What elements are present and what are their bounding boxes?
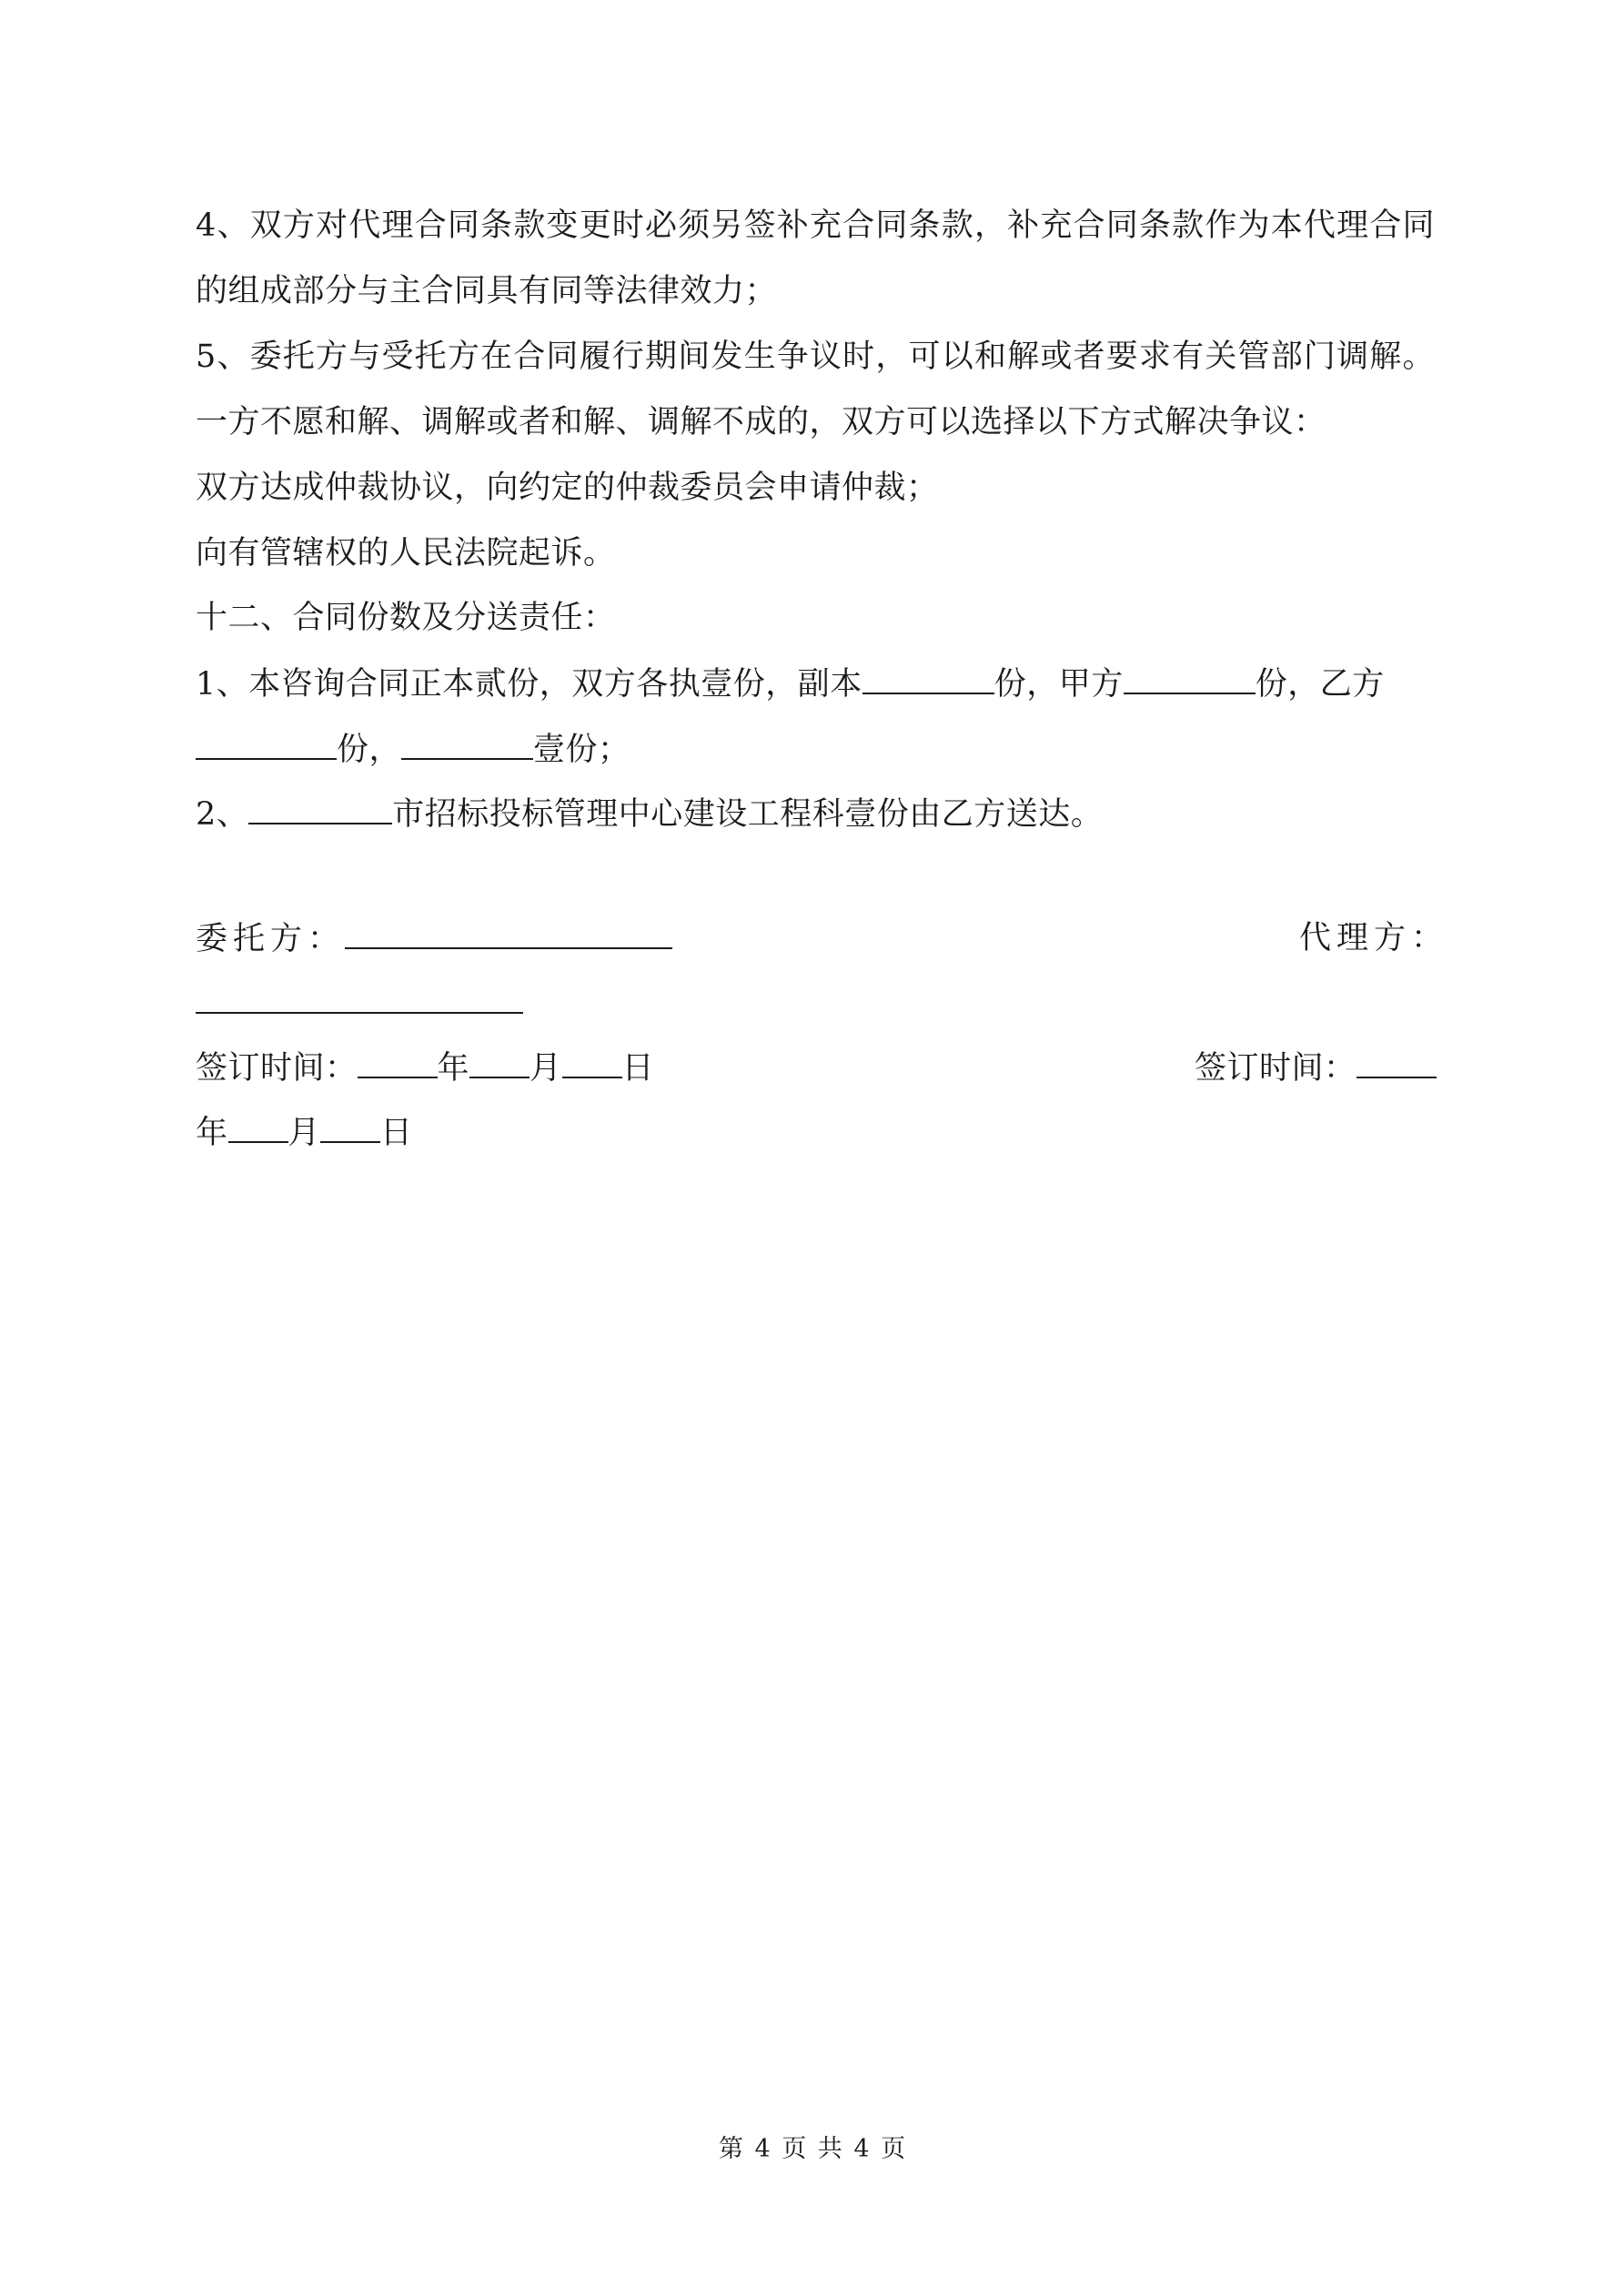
client-signature-line [196, 918, 672, 959]
month-label: 月 [530, 1050, 562, 1087]
item-2-line [196, 794, 1103, 834]
client-month-blank[interactable] [469, 1047, 530, 1078]
item-1-line-1 [196, 663, 1385, 704]
client-year-blank[interactable] [358, 1047, 438, 1078]
agent-date-line [1195, 1047, 1437, 1088]
agent-year-blank[interactable] [1357, 1047, 1437, 1078]
year-label: 年 [437, 1050, 470, 1087]
day-label: 日 [621, 1050, 655, 1087]
clause-5-line-3: 双方达成仲裁协议，向约定的仲裁委员会申请仲裁； [196, 470, 939, 506]
agent-date-label: 签订时间： [1195, 1050, 1357, 1087]
item-1-text-c: 份，乙方 [1255, 666, 1385, 703]
day-label: 日 [380, 1115, 413, 1151]
agent-date-continuation [196, 1112, 413, 1153]
client-label: 委托方： [196, 921, 346, 957]
clause-5-line-4: 向有管辖权的人民法院起诉。 [196, 535, 616, 571]
party-a-copies-blank[interactable] [1124, 663, 1256, 694]
party-b-copies-blank[interactable] [196, 729, 337, 760]
copies-blank[interactable] [862, 663, 994, 694]
clause-5-line-1: 5、委托方与受托方在合同履行期间发生争议时，可以和解或者要求有关管部门调解。 [196, 339, 1435, 375]
section-12-heading: 十二、合同份数及分送责任： [196, 600, 616, 636]
client-date-line [196, 1047, 654, 1088]
client-date-label: 签订时间： [196, 1050, 358, 1087]
recipient-blank[interactable] [401, 729, 533, 760]
item-2-text-b: 市招标投标管理中心建设工程科壹份由乙方送达。 [392, 796, 1104, 833]
item-1-text-b: 份，甲方 [994, 666, 1124, 703]
city-blank[interactable] [248, 794, 392, 824]
item-1-text-a: 1、本咨询合同正本贰份，双方各执壹份，副本 [196, 666, 862, 703]
agent-signature-line [196, 983, 523, 1024]
page-footer: 第 4 页 共 4 页 [718, 2135, 906, 2163]
item-2-text-a: 2、 [196, 796, 249, 833]
client-day-blank[interactable] [562, 1047, 622, 1078]
agent-signature-blank[interactable] [196, 983, 523, 1014]
agent-day-blank[interactable] [320, 1112, 380, 1143]
agent-label: 代理方： [1299, 920, 1449, 956]
month-label: 月 [287, 1115, 321, 1151]
client-signature-blank[interactable] [345, 918, 672, 949]
clause-4-line-1: 4、双方对代理合同条款变更时必须另签补充合同条款，补充合同条款作为本代理合同 [196, 207, 1435, 244]
clause-5-line-2: 一方不愿和解、调解或者和解、调解不成的，双方可以选择以下方式解决争议： [196, 404, 1326, 440]
item-1-text-e: 壹份； [533, 732, 630, 768]
item-1-line-2 [196, 729, 630, 770]
year-label: 年 [196, 1115, 228, 1151]
agent-month-blank[interactable] [228, 1112, 288, 1143]
clause-4-line-2: 的组成部分与主合同具有同等法律效力； [196, 273, 778, 309]
item-1-text-d: 份， [337, 732, 402, 768]
